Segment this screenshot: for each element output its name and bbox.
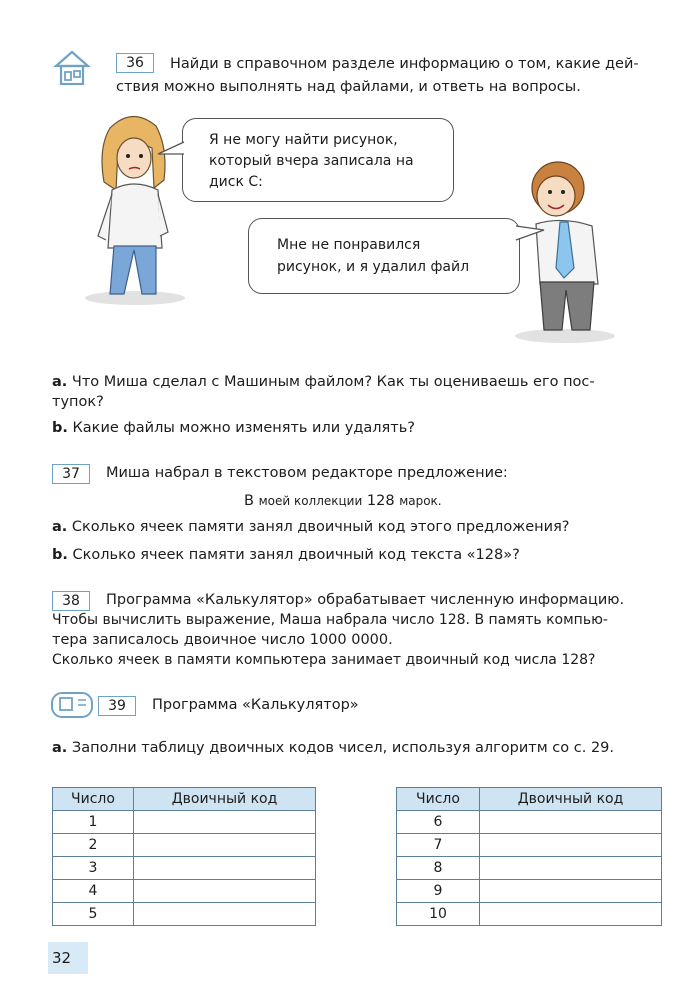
speech-bubble-girl	[182, 118, 454, 202]
task-37-number: 37	[52, 464, 90, 484]
page-number: 32	[52, 949, 72, 967]
task-36-number: 36	[116, 53, 154, 73]
table-header-row	[53, 788, 316, 811]
table-header-row	[397, 788, 662, 811]
table-row	[397, 857, 662, 880]
task-36-question-a	[52, 372, 595, 392]
task-36-question-b-text: Какие файлы можно изменять или удалять?	[72, 420, 415, 436]
binary-code-input-cell[interactable]	[480, 903, 662, 926]
binary-code-input-cell[interactable]	[480, 880, 662, 903]
table-row	[397, 811, 662, 834]
speech-bubble-girl-tail	[156, 140, 186, 162]
column-header-binary-code: Двоичный код	[480, 788, 662, 811]
task-37-question-b-text: Сколько ячеек памяти занял двоичный код текста «128»?	[72, 547, 520, 563]
table-row	[397, 903, 662, 926]
task-37-sentence-prefix: В	[244, 493, 254, 509]
task-37-sentence-number: 128	[366, 493, 395, 509]
binary-code-input-cell[interactable]	[480, 834, 662, 857]
table-row	[397, 834, 662, 857]
task-36-text-line1: Найди в справочном разделе информацию о том, какие дей-	[170, 56, 639, 72]
table-row	[397, 880, 662, 903]
number-cell: 10	[397, 903, 480, 926]
number-cell: 8	[397, 857, 480, 880]
task-37-question-a-text: Сколько ячеек памяти занял двоичный код этого предложения?	[71, 519, 570, 535]
number-cell: 6	[397, 811, 480, 834]
speech-bubble-boy-tail	[514, 222, 546, 244]
binary-code-input-cell[interactable]	[134, 857, 316, 880]
task-36-question-a-text: Что Миша сделал с Машиным файлом? Как ты оцениваешь его пос-	[71, 374, 595, 390]
number-cell: 5	[53, 903, 134, 926]
task-37-question-a-label: a.	[52, 519, 68, 535]
task-38-line2: Чтобы вычислить выражение, Маша набрала число 128. В память компью-	[52, 612, 608, 628]
table-row	[53, 903, 316, 926]
binary-code-input-cell[interactable]	[134, 834, 316, 857]
column-header-binary-code: Двоичный код	[134, 788, 316, 811]
task-36-text-line2: ствия можно выполнять над файлами, и ответь на вопросы.	[116, 79, 581, 95]
task-37-question-b-label: b.	[52, 547, 68, 563]
table-row	[53, 834, 316, 857]
girl-illustration	[80, 108, 190, 308]
table-row	[53, 811, 316, 834]
number-cell: 4	[53, 880, 134, 903]
task-37-question-b	[52, 545, 520, 565]
home-icon	[52, 48, 92, 88]
speech-bubble-boy	[248, 218, 520, 294]
task-37-sentence-end: марок.	[399, 494, 442, 508]
binary-code-input-cell[interactable]	[480, 811, 662, 834]
task-38-line3: тера записалось двоичное число 1000 0000.	[52, 632, 393, 648]
speech-bubble-girl-line2: который вчера записала на	[209, 153, 414, 169]
task-37-question-a	[52, 517, 570, 537]
task-39-question-a-label: a.	[52, 740, 68, 756]
table-row	[53, 857, 316, 880]
binary-code-input-cell[interactable]	[134, 811, 316, 834]
task-38-number: 38	[52, 591, 90, 611]
number-cell: 3	[53, 857, 134, 880]
task-38-line1: Программа «Калькулятор» обрабатывает численную информацию.	[106, 592, 625, 608]
number-cell: 2	[53, 834, 134, 857]
task-37-sentence	[244, 491, 442, 511]
task-36-question-a-line2: тупок?	[52, 394, 104, 410]
speech-bubble-boy-line1: Мне не понравился	[277, 237, 421, 253]
task-36-question-a-label: a.	[52, 374, 68, 390]
speech-bubble-girl-line1: Я не могу найти рисунок,	[209, 132, 398, 148]
task-39-title: Программа «Калькулятор»	[152, 697, 359, 713]
column-header-number: Число	[397, 788, 480, 811]
task-37-intro: Миша набрал в текстовом редакторе предложение:	[106, 465, 508, 481]
task-36-question-b	[52, 418, 415, 438]
task-36-question-b-label: b.	[52, 420, 68, 436]
task-39-question-a	[52, 738, 614, 758]
task-39-question-a-text: Заполни таблицу двоичных кодов чисел, используя алгоритм со с. 29.	[71, 740, 614, 756]
task-37-sentence-small: моей коллекции	[258, 494, 363, 508]
computer-icon	[50, 690, 94, 722]
binary-table-right	[396, 787, 662, 926]
task-38-line4: Сколько ячеек в памяти компьютера занимает двоичный код числа 128?	[52, 652, 596, 668]
task-39-number: 39	[98, 696, 136, 716]
speech-bubble-girl-line3: диск С:	[209, 174, 263, 190]
number-cell: 1	[53, 811, 134, 834]
column-header-number: Число	[53, 788, 134, 811]
binary-code-input-cell[interactable]	[480, 857, 662, 880]
boy-illustration	[510, 150, 620, 345]
binary-code-input-cell[interactable]	[134, 903, 316, 926]
table-row	[53, 880, 316, 903]
number-cell: 9	[397, 880, 480, 903]
number-cell: 7	[397, 834, 480, 857]
binary-code-input-cell[interactable]	[134, 880, 316, 903]
speech-bubble-boy-line2: рисунок, и я удалил файл	[277, 259, 470, 275]
binary-table-left	[52, 787, 316, 926]
